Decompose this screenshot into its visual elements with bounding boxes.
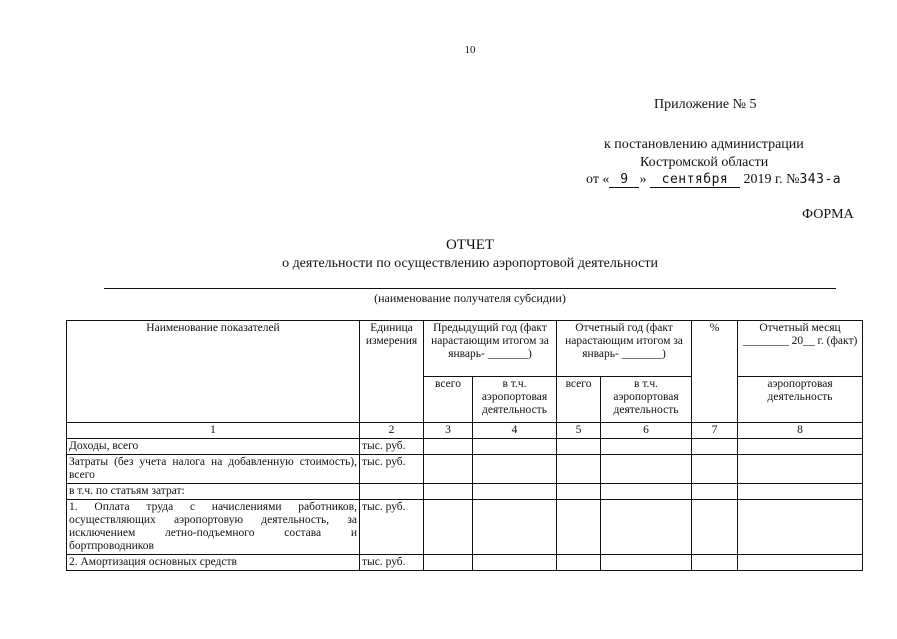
column-number: 7	[692, 423, 738, 439]
data-cell	[738, 439, 863, 455]
report-table	[66, 320, 863, 571]
header-previous-year: Предыдущий год (факт нарастающим итогом за январь- _______)	[424, 321, 557, 377]
decree-line-1: к постановлению администрации	[604, 137, 804, 152]
row-unit: тыс. руб.	[360, 455, 424, 484]
header-month-airport: аэропортовая деятельность	[738, 377, 863, 423]
decree-date-line	[586, 172, 841, 188]
header-indicator-name: Наименование показателей	[67, 321, 360, 423]
row-name: в т.ч. по статьям затрат:	[67, 484, 360, 500]
table-row	[67, 500, 863, 555]
decree-line-2: Костромской области	[640, 155, 769, 170]
recipient-caption: (наименование получателя субсидии)	[374, 291, 566, 305]
header-rep-total: всего	[557, 377, 601, 423]
data-cell	[473, 555, 557, 571]
row-unit: тыс. руб.	[360, 500, 424, 555]
data-cell	[424, 439, 473, 455]
column-number: 6	[601, 423, 692, 439]
header-reporting-year: Отчетный год (факт нарастающим итогом за январь- _______)	[557, 321, 692, 377]
header-rep-airport: в т.ч. аэропортовая деятельность	[601, 377, 692, 423]
form-label: ФОРМА	[802, 207, 854, 222]
row-name: Затраты (без учета налога на добавленную стоимость), всего	[67, 455, 360, 484]
data-cell	[601, 455, 692, 484]
data-cell	[557, 500, 601, 555]
row-unit: тыс. руб.	[360, 555, 424, 571]
data-cell	[738, 555, 863, 571]
decree-number: 343-а	[799, 172, 842, 187]
data-cell	[601, 484, 692, 500]
data-cell	[738, 484, 863, 500]
data-cell	[738, 455, 863, 484]
data-cell	[473, 484, 557, 500]
date-month: сентября	[650, 173, 740, 188]
table-row	[67, 555, 863, 571]
table-row	[67, 455, 863, 484]
column-number: 3	[424, 423, 473, 439]
row-unit: тыс. руб.	[360, 439, 424, 455]
column-number: 8	[738, 423, 863, 439]
report-subtitle: о деятельности по осуществлению аэропортовой деятельности	[282, 256, 658, 271]
recipient-line	[104, 288, 836, 289]
data-cell	[473, 439, 557, 455]
data-cell	[557, 484, 601, 500]
date-mid: »	[639, 172, 647, 187]
column-number: 2	[360, 423, 424, 439]
data-cell	[557, 455, 601, 484]
data-cell	[473, 455, 557, 484]
column-number: 4	[473, 423, 557, 439]
row-unit	[360, 484, 424, 500]
row-name: 2. Амортизация основных средств	[67, 555, 360, 571]
appendix-label: Приложение № 5	[654, 97, 757, 112]
data-cell	[557, 555, 601, 571]
data-cell	[738, 500, 863, 555]
report-title: ОТЧЕТ	[445, 237, 495, 253]
column-number: 1	[67, 423, 360, 439]
header-unit: Единица измерения	[360, 321, 424, 423]
page-number: 10	[464, 44, 476, 56]
data-cell	[557, 439, 601, 455]
header-reporting-month: Отчетный месяц ________ 20__ г. (факт)	[738, 321, 863, 377]
table-row	[67, 484, 863, 500]
data-cell	[424, 455, 473, 484]
header-prev-airport: в т.ч. аэропортовая деятельность	[473, 377, 557, 423]
data-cell	[692, 500, 738, 555]
header-prev-total: всего	[424, 377, 473, 423]
data-cell	[601, 439, 692, 455]
column-number: 5	[557, 423, 601, 439]
row-name: Доходы, всего	[67, 439, 360, 455]
row-name: 1. Оплата труда с начислениями работников, осуществляющих аэропортовую деятельность, за исключением летно-подъемного состава и бортпроводников	[67, 500, 360, 555]
data-cell	[601, 500, 692, 555]
column-number-row	[67, 423, 863, 439]
data-cell	[601, 555, 692, 571]
data-cell	[473, 500, 557, 555]
data-cell	[692, 455, 738, 484]
data-cell	[692, 555, 738, 571]
date-year: 2019 г. №	[743, 172, 800, 187]
date-prefix: от «	[586, 172, 610, 187]
data-cell	[424, 484, 473, 500]
data-cell	[424, 555, 473, 571]
header-percent: %	[692, 321, 738, 423]
date-day: 9	[609, 173, 639, 188]
table-row	[67, 439, 863, 455]
data-cell	[692, 484, 738, 500]
data-cell	[692, 439, 738, 455]
data-cell	[424, 500, 473, 555]
